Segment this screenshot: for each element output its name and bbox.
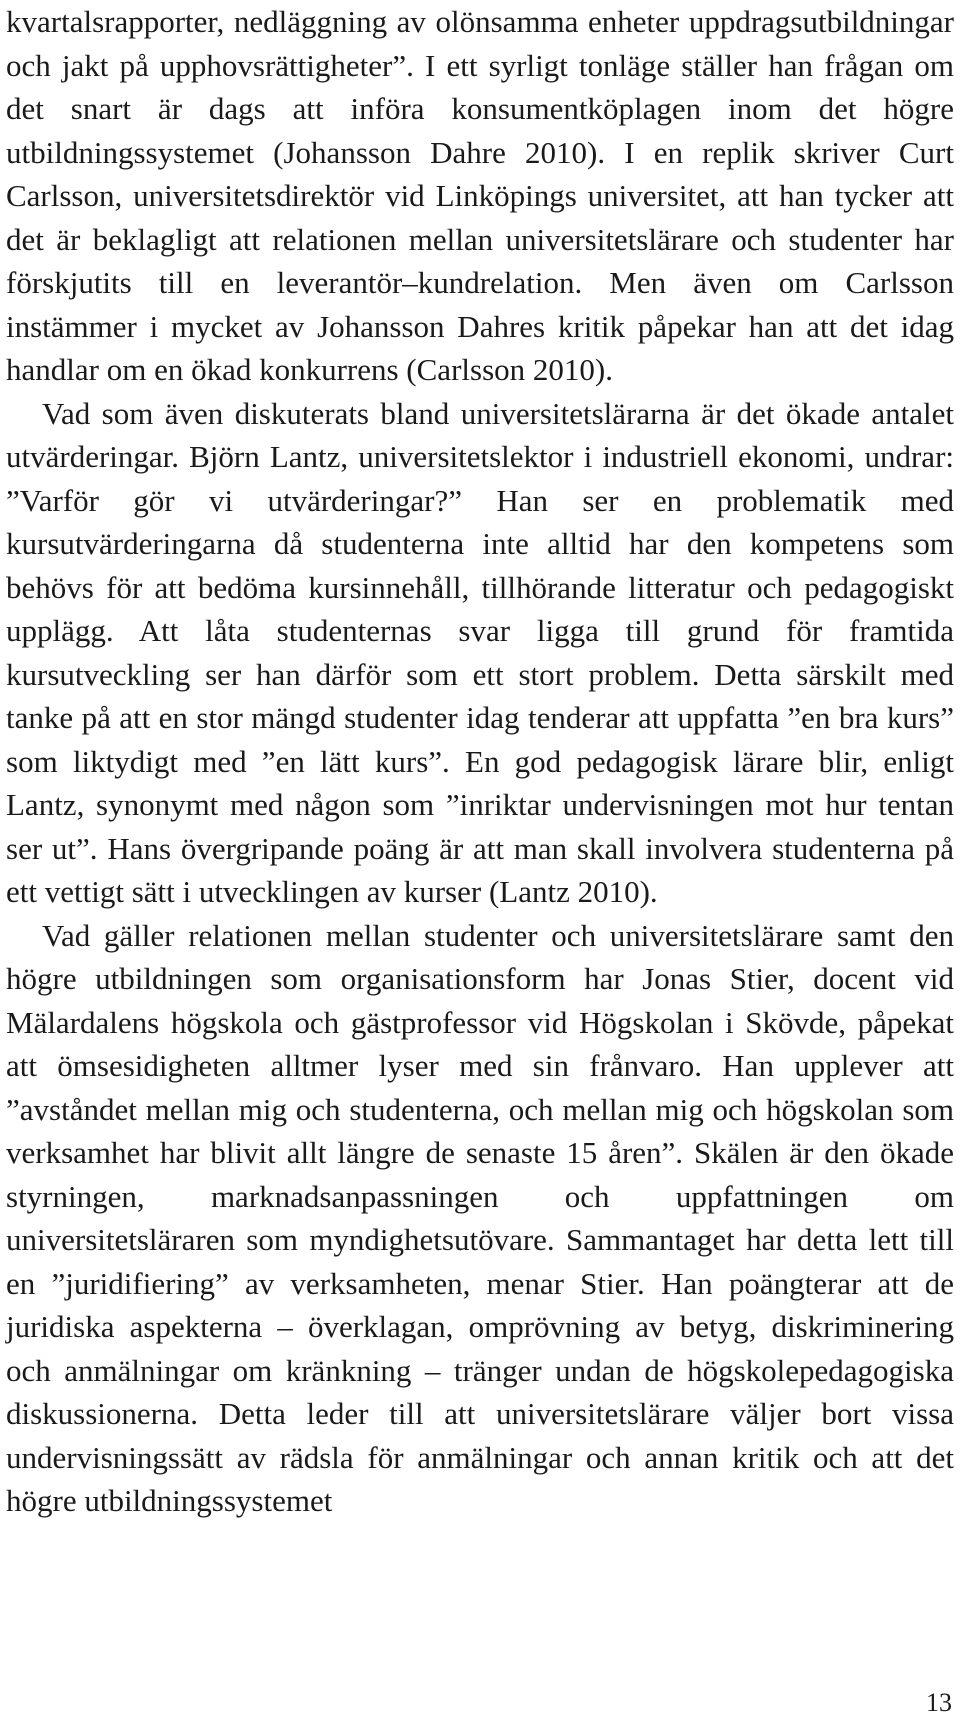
- paragraph-3: Vad gäller relationen mellan studenter och universitetslärare samt den högre utbildningen som organisationsform har Jonas Stier, docent vid Mälardalens högskola och gästprofessor vid Högskolan i Skövde, påpekat att ömsesidigheten alltmer lyser med sin frånvaro. Han upplever att ”avståndet mellan mig och studenterna, och mellan mig och högskolan som verksamhet har blivit allt längre de senaste 15 åren”. Skälen är den ökade styrningen, marknadsanpassningen och uppfattningen om universitetsläraren som myndighetsutövare. Sammantaget har detta lett till en ”juridifiering” av verksamheten, menar Stier. Han poängterar att de juridiska aspekterna – överklagan, omprövning av betyg, diskriminering och anmälningar om kränkning – tränger undan de högskolepedagogiska diskussionerna. Detta leder till att universitetslärare väljer bort vissa undervisningssätt av rädsla för anmälningar och annan kritik och att det högre utbildningssystemet: [6, 917, 954, 1518]
- body-text: [6, 0, 954, 1523]
- paragraph-1: kvartalsrapporter, nedläggning av olönsamma enheter uppdragsutbildningar och jakt på upphovsrättigheter”. I ett syrligt tonläge ställer han frågan om det snart är dags att införa konsumentköplagen inom det högre utbildningssystemet (Johansson Dahre 2010). I en replik skriver Curt Carlsson, universitetsdirektör vid Linköpings universitet, att han tycker att det är beklagligt att relationen mellan universitetslärare och studenter har förskjutits till en leverantör–kundrelation. Men även om Carlsson instämmer i mycket av Johansson Dahres kritik påpekar han att det idag handlar om en ökad konkurrens (Carlsson 2010).: [6, 4, 954, 387]
- page-number: 13: [926, 1688, 952, 1717]
- paragraph-2: Vad som även diskuterats bland universitetslärarna är det ökade antalet utvärderingar. Björn Lantz, universitetslektor i industriell ekonomi, undrar: ”Varför gör vi utvärderingar?” Han ser en problematik med kursutvärderingarna då studenterna inte alltid har den kompetens som behövs för att bedöma kursinnehåll, tillhörande litteratur och pedagogiskt upplägg. Att låta studenternas svar ligga till grund för framtida kursutveckling ser han därför som ett stort problem. Detta särskilt med tanke på att en stor mängd studenter idag tenderar att uppfatta ”en bra kurs” som liktydigt med ”en lätt kurs”. En god pedagogisk lärare blir, enligt Lantz, synonymt med någon som ”inriktar undervisningen mot hur tentan ser ut”. Hans övergripande poäng är att man skall involvera studenterna på ett vettigt sätt i utvecklingen av kurser (Lantz 2010).: [6, 395, 954, 909]
